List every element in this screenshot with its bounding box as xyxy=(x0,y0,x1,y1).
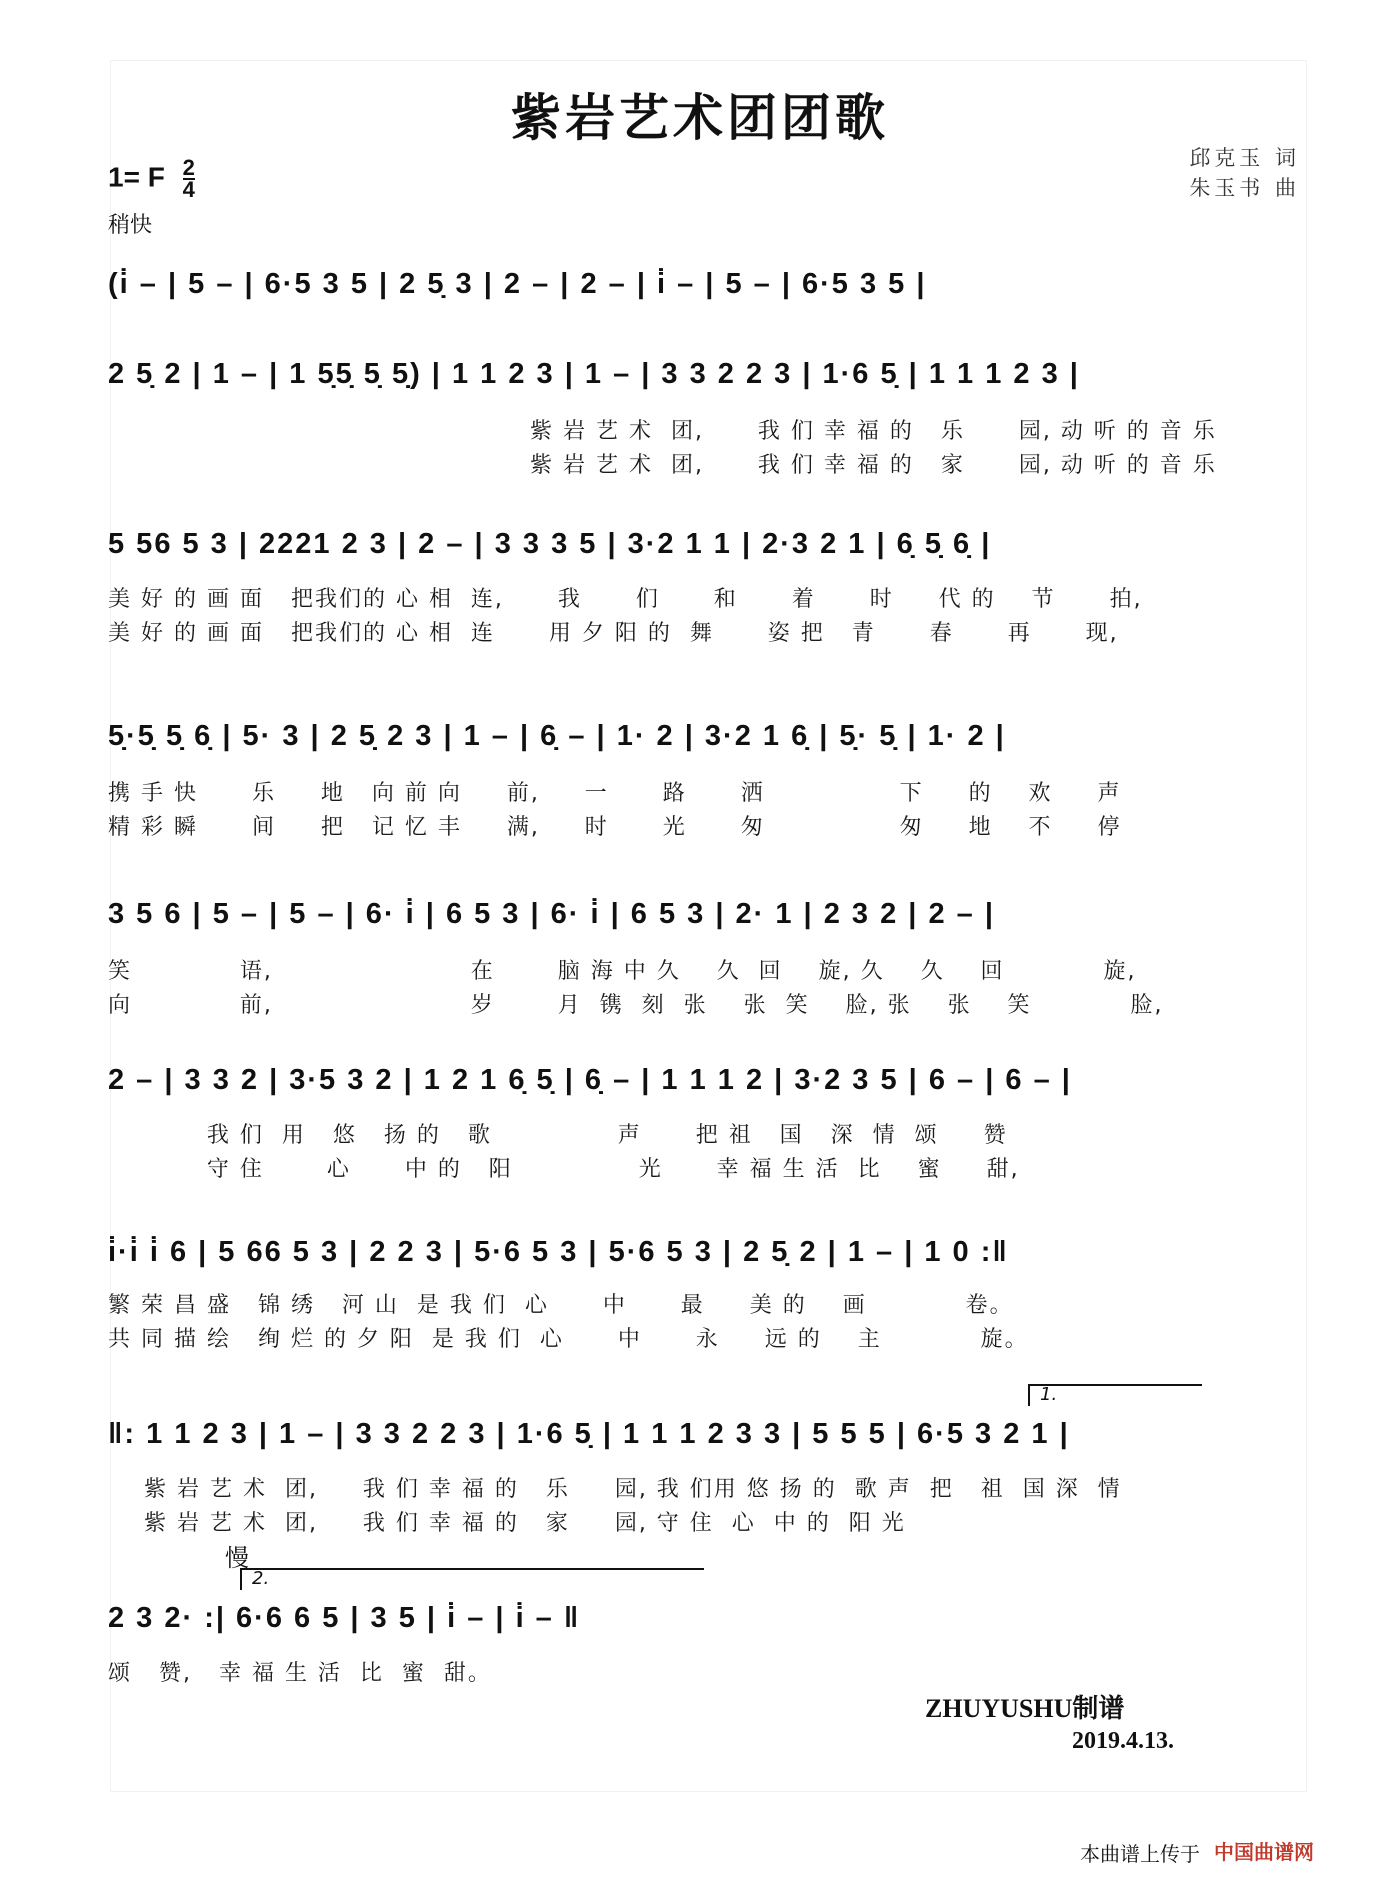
time-signature xyxy=(182,155,195,202)
notation-line-6: 2 – | 3 3 2 | 3·5 3 2 | 1 2 1 6̣ 5̣ | 6̣ – | 1 1 1 2 | 3·2 3 5 | 6 – | 6 – | xyxy=(108,1064,1072,1096)
notation-line-2: 2 5̣ 2 | 1 – | 1 5̣5̣ 5̣ 5̣) | 1 1 2 3 | 1 – | 3 3 2 2 3 | 1·6 5̣ | 1 1 1 2 3 | xyxy=(108,358,1080,390)
notation-line-5: 3 5 6 | 5 – | 5 – | 6· i̇ | 6 5 3 | 6· i̇ | 6 5 3 | 2· 1 | 2 3 2 | 2 – | xyxy=(108,898,995,930)
lyric-2-verse-2: 紫 岩 艺 术 团, 我 们 幸 福 的 家 园, 动 听 的 音 乐 xyxy=(530,453,1217,478)
lyricist-credit: 邱克玉 词 xyxy=(1189,146,1300,170)
volta-bracket-2 xyxy=(240,1568,704,1590)
notation-line-7: i̇·i̇ i̇ 6 | 5 66 5 3 | 2 2 3 | 5·6 5 3 | 5·6 5 3 | 2 5̣ 2 | 1 – | 1 0 :‖ xyxy=(108,1236,1009,1268)
lyric-6-verse-2: 守 住 心 中 的 阳 光 幸 福 生 活 比 蜜 甜, xyxy=(108,1157,1020,1182)
lyric-2-verse-1: 紫 岩 艺 术 团, 我 们 幸 福 的 乐 园, 动 听 的 音 乐 xyxy=(530,419,1217,444)
notation-line-1: (i̇ – | 5 – | 6·5 3 5 | 2 5̣ 3 | 2 – | 2 – | i̇ – | 5 – | 6·5 3 5 | xyxy=(108,268,927,300)
volta-1-label: 1. xyxy=(1040,1384,1058,1405)
lyric-5-verse-2: 向 前, 岁 月 镌 刻 张 张 笑 脸, 张 张 笑 脸, xyxy=(108,993,1164,1018)
lyric-6-verse-1: 我 们 用 悠 扬 的 歌 声 把 祖 国 深 情 颂 赞 xyxy=(108,1123,1008,1148)
key-signature xyxy=(108,155,195,202)
volta-2-label: 2. xyxy=(252,1568,270,1589)
lyric-7-verse-2: 共 同 描 绘 绚 烂 的 夕 阳 是 我 们 心 中 永 远 的 主 旋。 xyxy=(108,1327,1029,1352)
date: 2019.4.13. xyxy=(1072,1728,1174,1754)
slow-marking: 慢 xyxy=(225,1544,249,1572)
time-top: 2 xyxy=(182,155,195,180)
lyric-4-verse-1: 携 手 快 乐 地 向 前 向 前, 一 路 洒 下 的 欢 声 xyxy=(108,781,1122,806)
notation-line-8: ‖: 1 1 2 3 | 1 – | 3 3 2 2 3 | 1·6 5̣ | 1 1 1 2 3 3 | 5 5 5 | 6·5 3 2 1 | xyxy=(108,1418,1070,1450)
arranger-credit: ZHUYUSHU制谱 xyxy=(925,1694,1125,1723)
time-bottom: 4 xyxy=(182,177,195,202)
notation-line-3: 5 56 5 3 | 2221 2 3 | 2 – | 3 3 3 5 | 3·2 1 1 | 2·3 2 1 | 6̣ 5̣ 6̣ | xyxy=(108,528,992,560)
song-title: 紫岩艺术团团歌 xyxy=(511,88,889,147)
lyric-4-verse-2: 精 彩 瞬 间 把 记 忆 丰 满, 时 光 匆 匆 地 不 停 xyxy=(108,815,1122,840)
lyric-5-verse-1: 笑 语, 在 脑 海 中 久 久 回 旋, 久 久 回 旋, xyxy=(108,959,1137,984)
lyric-3-verse-1: 美 好 的 画 面 把我们的 心 相 连, 我 们 和 着 时 代 的 节 拍, xyxy=(108,587,1143,612)
lyric-8-verse-1: 紫 岩 艺 术 团, 我 们 幸 福 的 乐 园, 我 们用 悠 扬 的 歌 声 把 祖 国 深 情 xyxy=(108,1477,1122,1502)
site-logo: 中国曲谱网 xyxy=(1214,1840,1314,1864)
lyric-3-verse-2: 美 好 的 画 面 把我们的 心 相 连 用 夕 阳 的 舞 姿 把 青 春 再 现, xyxy=(108,621,1119,646)
volta-bracket-1 xyxy=(1028,1384,1202,1406)
upload-watermark: 本曲谱上传于 xyxy=(1080,1842,1200,1866)
lyric-8-verse-2: 紫 岩 艺 术 团, 我 们 幸 福 的 家 园, 守 住 心 中 的 阳 光 xyxy=(108,1511,906,1536)
lyric-7-verse-1: 繁 荣 昌 盛 锦 绣 河 山 是 我 们 心 中 最 美 的 画 卷。 xyxy=(108,1293,1014,1318)
composer-credit: 朱玉书 曲 xyxy=(1189,176,1300,200)
notation-line-9: 2 3 2· :| 6·6 6 5 | 3 5 | i̇ – | i̇ – ‖ xyxy=(108,1602,581,1634)
key-text: 1= F xyxy=(108,161,165,193)
notation-line-4: 5̣·5̣ 5̣ 6̣ | 5· 3 | 2 5̣ 2 3 | 1 – | 6̣ – | 1· 2 | 3·2 1 6̣ | 5̣· 5̣ | 1· 2 | xyxy=(108,720,1006,752)
lyric-9-verse-1: 颂 赞, 幸 福 生 活 比 蜜 甜。 xyxy=(108,1661,492,1686)
tempo-marking: 稍快 xyxy=(108,213,153,238)
